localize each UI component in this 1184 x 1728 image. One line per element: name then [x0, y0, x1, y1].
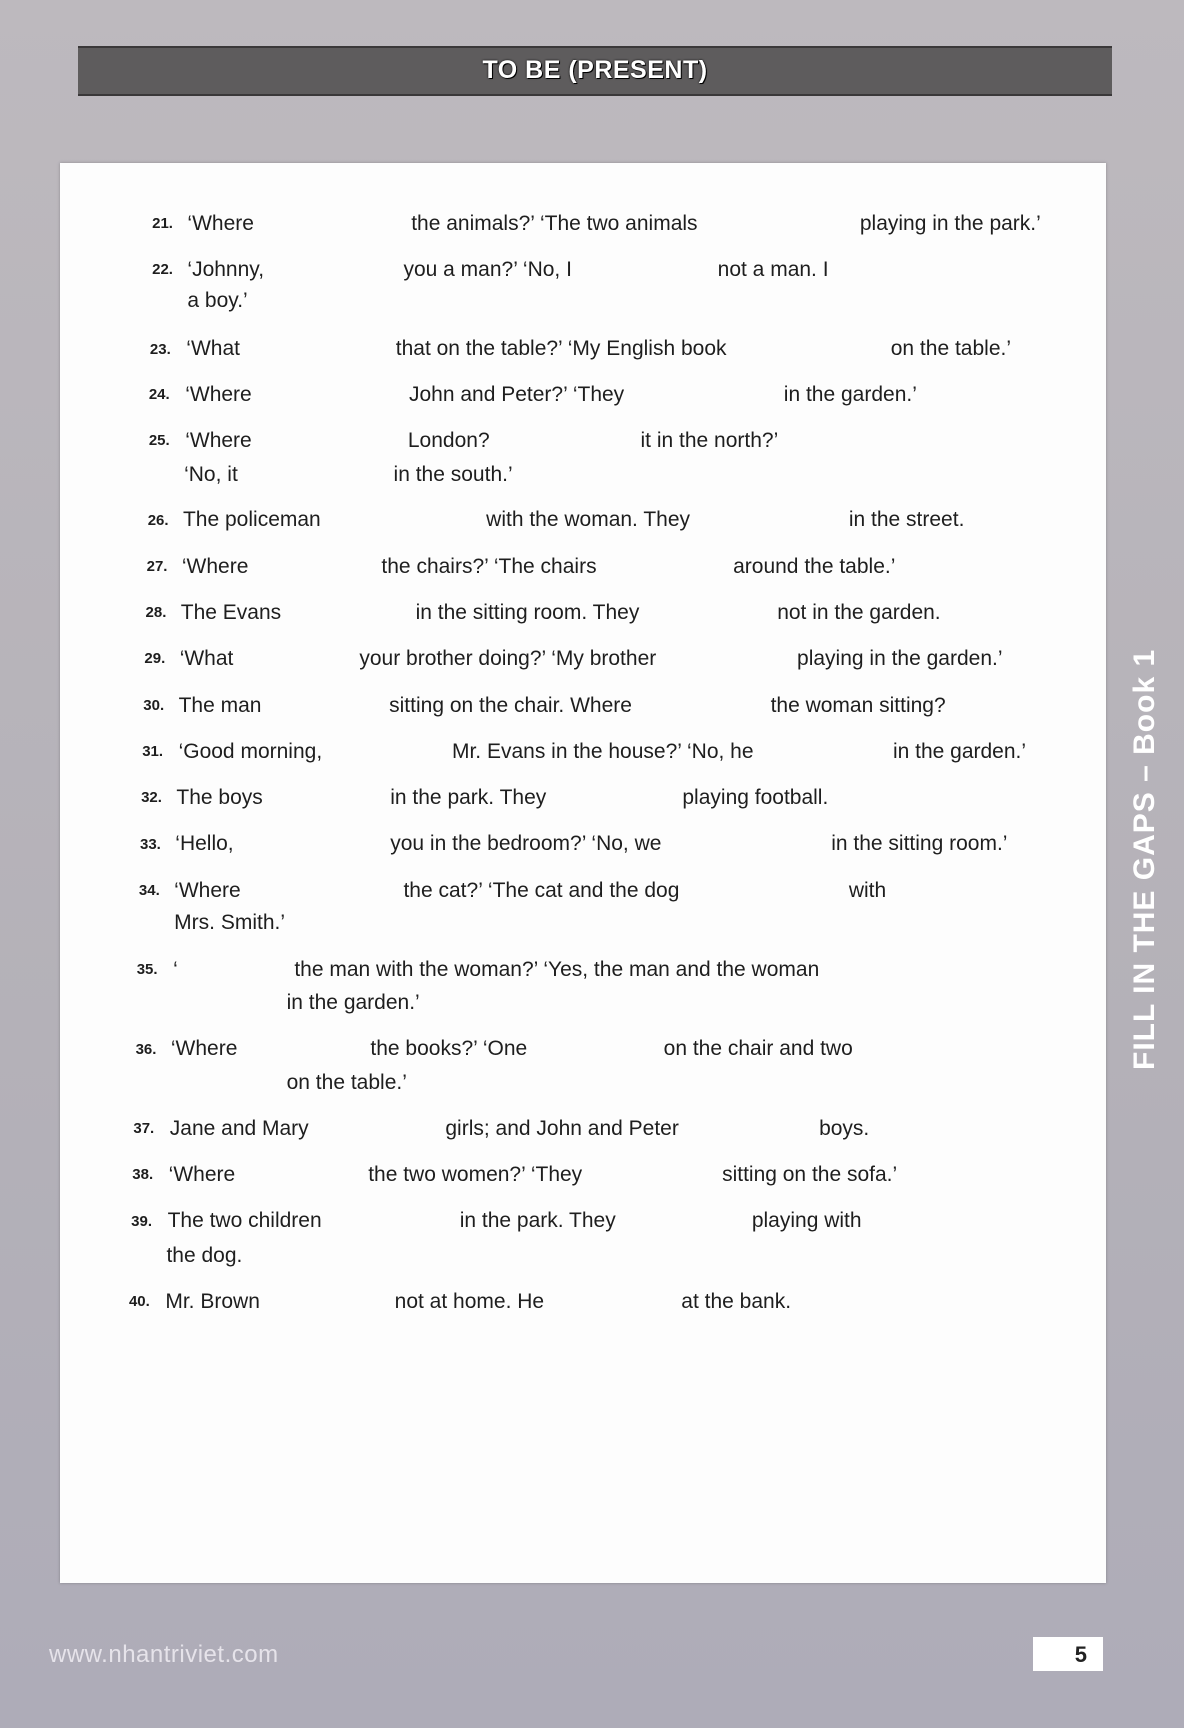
- sentence-fragment: in the south.’: [393, 463, 513, 487]
- sentence-fragment: the two women?’ ‘They: [368, 1163, 583, 1187]
- item-number: 23.: [149, 340, 171, 358]
- exercise-panel: [60, 163, 1106, 1583]
- sentence-fragment: not in the garden.: [777, 600, 941, 624]
- item-number: 33.: [140, 835, 161, 853]
- item-number: 40.: [128, 1293, 150, 1311]
- sentence-fragment: in the park. They: [459, 1209, 616, 1233]
- footer-url: www.nhantriviet.com: [49, 1641, 279, 1668]
- side-label: FILL IN THE GAPS – Book 1: [1128, 648, 1161, 1070]
- sentence-fragment: at the bank.: [681, 1289, 792, 1313]
- sentence-fragment: your brother doing?’ ‘My brother: [359, 647, 657, 671]
- sentence-fragment: ‘What: [186, 337, 240, 361]
- sentence-fragment: The man: [178, 693, 262, 717]
- sentence-fragment: ‘Hello,: [175, 832, 234, 856]
- sentence-fragment: ‘Johnny,: [187, 258, 265, 282]
- sentence-fragment: ‘Good morning,: [178, 739, 323, 763]
- sentence-fragment: the chairs?’ ‘The chairs: [381, 554, 597, 578]
- sentence-fragment: in the sitting room.’: [831, 832, 1008, 856]
- item-number: 21.: [152, 214, 173, 232]
- item-number: 31.: [142, 743, 164, 761]
- sentence-fragment: The Evans: [180, 600, 282, 624]
- item-number: 34.: [138, 881, 160, 899]
- sentence-fragment: in the garden.’: [286, 991, 420, 1015]
- item-number: 32.: [141, 789, 162, 807]
- sentence-fragment: girls; and John and Peter: [445, 1116, 679, 1140]
- sentence-fragment: a boy.’: [187, 288, 248, 312]
- sentence-fragment: playing in the park.’: [859, 211, 1041, 235]
- sentence-fragment: ‘Where: [185, 428, 252, 452]
- sentence-fragment: London?: [407, 428, 490, 452]
- section-header-band: [78, 46, 1112, 96]
- sentence-fragment: around the table.’: [733, 554, 896, 578]
- sentence-fragment: on the table.’: [286, 1070, 407, 1094]
- sentence-fragment: in the garden.’: [783, 382, 917, 406]
- sentence-fragment: ‘Where: [170, 1037, 238, 1061]
- sentence-fragment: not at home. He: [394, 1289, 545, 1313]
- sentence-fragment: the dog.: [166, 1243, 243, 1267]
- sentence-fragment: playing with: [751, 1209, 862, 1233]
- sentence-fragment: the man with the woman?’ ‘Yes, the man and the woman: [294, 958, 820, 982]
- item-number: 22.: [152, 261, 173, 279]
- item-number: 24.: [148, 385, 170, 403]
- item-number: 39.: [131, 1212, 153, 1230]
- item-number: 26.: [147, 511, 169, 529]
- sentence-fragment: on the table.’: [890, 337, 1011, 361]
- sentence-fragment: Jane and Mary: [169, 1116, 309, 1140]
- page-number-box: [1033, 1637, 1103, 1671]
- sentence-fragment: ‘Where: [187, 211, 254, 235]
- sentence-fragment: The boys: [176, 786, 263, 810]
- sentence-fragment: John and Peter?’ ‘They: [408, 382, 625, 406]
- sentence-fragment: you in the bedroom?’ ‘No, we: [390, 832, 662, 856]
- page-number: 5: [1074, 1642, 1087, 1667]
- sentence-fragment: ‘: [173, 958, 178, 982]
- sentence-fragment: with: [848, 878, 887, 902]
- item-number: 28.: [145, 604, 167, 622]
- section-title: TO BE (PRESENT): [482, 56, 708, 84]
- item-number: 25.: [148, 432, 170, 450]
- sentence-fragment: ‘Where: [174, 878, 241, 902]
- sentence-fragment: it in the north?’: [640, 428, 779, 452]
- sentence-fragment: playing in the garden.’: [797, 647, 1003, 671]
- sentence-fragment: in the park. They: [390, 786, 547, 810]
- item-number: 35.: [136, 961, 158, 979]
- sentence-fragment: Mr. Brown: [165, 1289, 260, 1313]
- item-number: 37.: [133, 1120, 155, 1138]
- sentence-fragment: ‘Where: [168, 1163, 236, 1187]
- sentence-fragment: sitting on the sofa.’: [722, 1163, 898, 1187]
- sentence-fragment: on the chair and two: [663, 1037, 853, 1061]
- item-number: 29.: [144, 650, 166, 668]
- sentence-fragment: The two children: [167, 1209, 322, 1233]
- sentence-fragment: that on the table?’ ‘My English book: [395, 337, 727, 361]
- sentence-fragment: Mrs. Smith.’: [174, 910, 286, 934]
- item-number: 38.: [132, 1166, 154, 1184]
- sentence-fragment: not a man. I: [717, 258, 829, 282]
- sentence-fragment: ‘Where: [181, 554, 249, 578]
- sentence-fragment: the books?’ ‘One: [370, 1037, 528, 1061]
- item-number: 27.: [146, 557, 168, 575]
- sentence-fragment: in the street.: [848, 508, 965, 532]
- item-number: 36.: [135, 1040, 157, 1058]
- sentence-fragment: the animals?’ ‘The two animals: [411, 211, 698, 235]
- sentence-fragment: Mr. Evans in the house?’ ‘No, he: [451, 739, 754, 763]
- sentence-fragment: ‘No, it: [184, 463, 238, 487]
- sentence-fragment: ‘Where: [185, 382, 252, 406]
- sentence-fragment: the cat?’ ‘The cat and the dog: [403, 878, 680, 902]
- sentence-fragment: in the sitting room. They: [415, 600, 640, 624]
- sentence-fragment: the woman sitting?: [770, 693, 946, 717]
- sentence-fragment: boys.: [819, 1116, 870, 1140]
- sentence-fragment: sitting on the chair. Where: [389, 693, 632, 717]
- sentence-fragment: playing football.: [682, 786, 829, 810]
- sentence-fragment: with the woman. They: [486, 508, 691, 532]
- sentence-fragment: in the garden.’: [892, 739, 1027, 763]
- sentence-fragment: ‘What: [179, 647, 234, 671]
- sentence-fragment: you a man?’ ‘No, I: [403, 258, 572, 282]
- item-number: 30.: [143, 696, 165, 714]
- sentence-fragment: The policeman: [182, 508, 321, 532]
